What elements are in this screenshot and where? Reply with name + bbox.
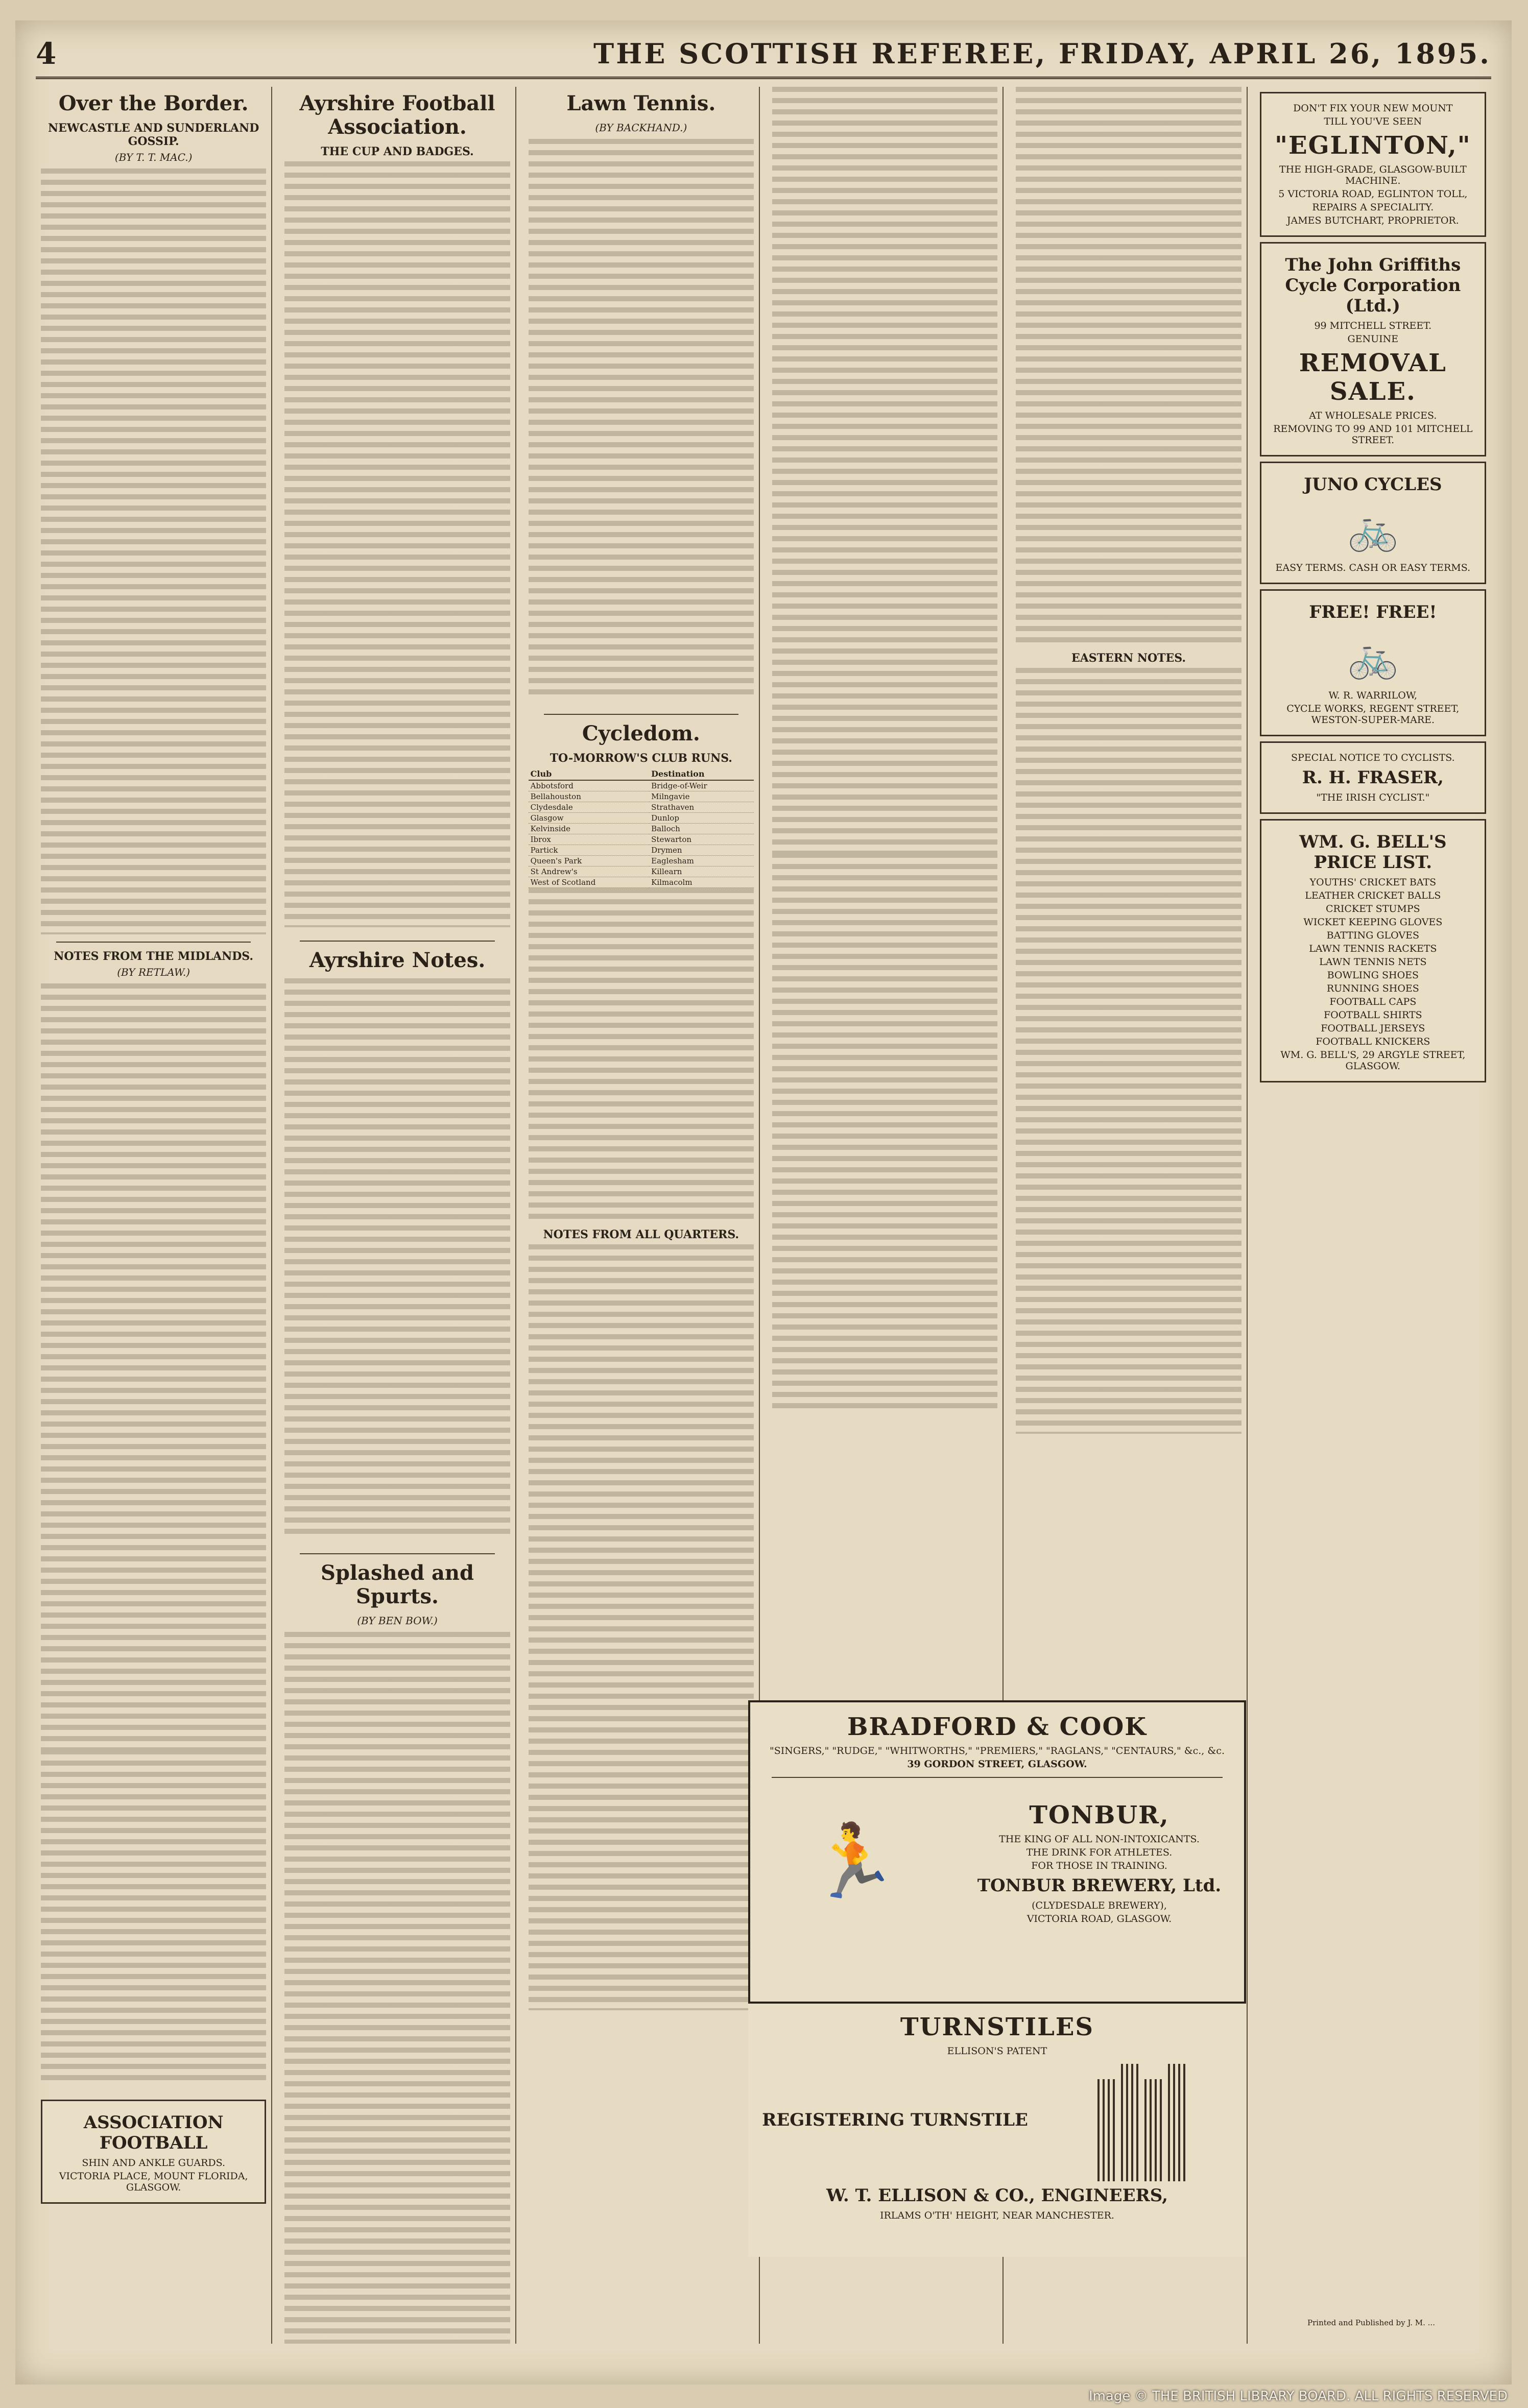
- article-body: [529, 139, 754, 701]
- ad-turnstiles: [748, 2002, 1246, 2257]
- article-subhead: EASTERN NOTES.: [1071, 652, 1186, 665]
- ad-title: ASSOCIATION FOOTBALL: [83, 2112, 224, 2153]
- article-headline: Ayrshire Football Association.: [299, 91, 495, 139]
- club-runs-table: [529, 768, 754, 888]
- ad-address: VICTORIA PLACE, MOUNT FLORIDA, GLASGOW.: [59, 2171, 248, 2193]
- table-cell: Eaglesham: [649, 856, 754, 866]
- table-cell: Ibrox: [529, 834, 650, 845]
- ad-title: FREE! FREE!: [1309, 602, 1437, 622]
- ad-title: TONBUR,: [1029, 1801, 1169, 1829]
- article-body: [772, 87, 997, 853]
- divider: [300, 1553, 494, 1554]
- table-cell: Milngavie: [649, 791, 754, 802]
- masthead: [36, 31, 1491, 79]
- athletes-illustration-icon: 🏃: [808, 1820, 898, 1903]
- divider: [56, 942, 251, 943]
- ad-title: "EGLINTON,": [1274, 131, 1471, 160]
- ad-name: R. H. FRASER,: [1302, 767, 1444, 788]
- article-subhead: TO-MORROW'S CLUB RUNS.: [550, 752, 732, 765]
- table-cell: Bridge-of-Weir: [649, 780, 754, 791]
- turnstile-illustration-icon: [1045, 2059, 1239, 2181]
- article-subhead: NOTES FROM ALL QUARTERS.: [543, 1228, 739, 1241]
- ad-title: BRADFORD & COOK: [847, 1713, 1148, 1741]
- table-cell: Abbotsford: [529, 780, 650, 791]
- ad-griffiths: [1260, 242, 1486, 456]
- divider: [544, 714, 738, 715]
- ad-name: W. T. ELLISON & CO., ENGINEERS,: [826, 2185, 1168, 2206]
- article-cycledom: [529, 722, 754, 2010]
- table-row: [529, 813, 754, 824]
- article-headline: Lawn Tennis.: [566, 91, 716, 115]
- table-cell: Clydesdale: [529, 802, 650, 813]
- table-row: [529, 856, 754, 866]
- ad-eglinton: [1260, 92, 1486, 237]
- image-credit: Image © THE BRITISH LIBRARY BOARD. ALL RIGHTS RESERVED: [1088, 2389, 1508, 2404]
- article-headline: Splashed and Spurts.: [321, 1561, 474, 1608]
- ad-title: JUNO CYCLES: [1304, 474, 1442, 495]
- column-6: [1255, 87, 1491, 2344]
- table-row: [529, 824, 754, 834]
- ad-sub: EASY TERMS. CASH OR EASY TERMS.: [1275, 562, 1471, 573]
- ad-name: W. R. WARRILOW,: [1328, 690, 1418, 701]
- table-cell: Kelvinside: [529, 824, 650, 834]
- table-cell: Stewarton: [649, 834, 754, 845]
- ad-address: 39 GORDON STREET, GLASGOW.: [907, 1759, 1087, 1770]
- article-over-the-border: [41, 92, 266, 2086]
- article-headline: Cycledom.: [582, 721, 700, 745]
- ad-bell-price-list: [1260, 819, 1486, 1082]
- list-item: RUNNING SHOES: [1326, 983, 1419, 994]
- bicycle-icon: 🚲: [1347, 505, 1399, 553]
- article-body: [284, 978, 510, 1540]
- table-cell: Kilmacolm: [649, 877, 754, 888]
- article-byline: (BY RETLAW.): [117, 966, 190, 978]
- article-body: [1016, 87, 1241, 648]
- ad-line: DON'T FIX YOUR NEW MOUNT: [1293, 103, 1453, 114]
- table-row: [529, 780, 754, 791]
- table-cell: Killearn: [649, 866, 754, 877]
- list-item: WICKET KEEPING GLOVES: [1303, 917, 1443, 928]
- list-item: LAWN TENNIS RACKETS: [1309, 943, 1437, 954]
- table-cell: Partick: [529, 845, 650, 856]
- column-1: [36, 87, 272, 2344]
- ad-address: CYCLE WORKS, REGENT STREET, WESTON-SUPER-MARE.: [1286, 703, 1460, 726]
- table-cell: Dunlop: [649, 813, 754, 824]
- divider: [300, 941, 494, 942]
- ad-sub: ELLISON'S PATENT: [947, 2045, 1047, 2057]
- article-byline: (BY T. T. MAC.): [114, 151, 193, 163]
- table-row: [529, 866, 754, 877]
- list-item: BOWLING SHOES: [1327, 970, 1419, 981]
- article-headline: Over the Border.: [58, 91, 249, 115]
- article-body: [1016, 668, 1241, 1434]
- ad-warrilow: [1260, 589, 1486, 736]
- article-body: [284, 1632, 510, 2344]
- ad-title: TURNSTILES: [900, 2013, 1094, 2041]
- article-body: [529, 888, 754, 1225]
- ad-sub: FOR THOSE IN TRAINING.: [1031, 1860, 1167, 1871]
- table-row: [529, 845, 754, 856]
- ad-line: "THE IRISH CYCLIST.": [1316, 792, 1430, 803]
- article-byline: (BY BACKHAND.): [595, 122, 687, 134]
- ad-address: 5 VICTORIA ROAD, EGLINTON TOLL,: [1278, 188, 1468, 200]
- article-ayrshire-fa: [284, 92, 510, 927]
- table-cell: Strathaven: [649, 802, 754, 813]
- table-row: [529, 791, 754, 802]
- ad-sub: (CLYDESDALE BREWERY),: [1032, 1900, 1167, 1911]
- ad-line: REPAIRS A SPECIALITY.: [1312, 202, 1434, 213]
- article-subhead: NOTES FROM THE MIDLANDS.: [54, 950, 254, 963]
- ad-footer: WM. G. BELL'S, 29 ARGYLE STREET, GLASGOW.: [1280, 1049, 1466, 1072]
- article-body: [41, 983, 266, 1749]
- table-row: [529, 834, 754, 845]
- table-cell: Drymen: [649, 845, 754, 856]
- ad-sub: "SINGERS," "RUDGE," "WHITWORTHS," "PREMIERS," "RAGLANS," "CENTAURS," &c., &c.: [770, 1745, 1225, 1756]
- article-body: [41, 1749, 266, 2086]
- article-body: [529, 1244, 754, 2010]
- list-item: FOOTBALL JERSEYS: [1321, 1023, 1425, 1034]
- table-cell: Glasgow: [529, 813, 650, 824]
- article-ayrshire-notes: [284, 949, 510, 1540]
- list-item: CRICKET STUMPS: [1326, 903, 1420, 914]
- table-cell: Queen's Park: [529, 856, 650, 866]
- ad-sub: THE HIGH-GRADE, GLASGOW-BUILT MACHINE.: [1279, 164, 1467, 186]
- ad-title: SPECIAL NOTICE TO CYCLISTS.: [1291, 752, 1455, 763]
- article-headline: Ayrshire Notes.: [309, 948, 486, 972]
- list-item: LEATHER CRICKET BALLS: [1305, 890, 1441, 901]
- table-cell: Bellahouston: [529, 791, 650, 802]
- column-2: [279, 87, 516, 2344]
- ad-title: WM. G. BELL'S PRICE LIST.: [1299, 832, 1447, 873]
- ad-line: REMOVING TO 99 AND 101 MITCHELL STREET.: [1273, 423, 1473, 446]
- ad-sub: SHIN AND ANKLE GUARDS.: [82, 2157, 225, 2169]
- article-subhead: THE CUP AND BADGES.: [321, 145, 474, 158]
- newspaper-page: [15, 20, 1512, 2385]
- ad-line: TILL YOU'VE SEEN: [1324, 116, 1422, 127]
- ad-name: TONBUR BREWERY, Ltd.: [977, 1875, 1222, 1896]
- ad-sub: THE DRINK FOR ATHLETES.: [1026, 1847, 1173, 1858]
- ad-address: IRLAMS O'TH' HEIGHT, NEAR MANCHESTER.: [880, 2210, 1114, 2221]
- ad-juno: [1260, 462, 1486, 584]
- list-item: YOUTHS' CRICKET BATS: [1309, 877, 1437, 888]
- ad-address: VICTORIA ROAD, GLASGOW.: [1026, 1913, 1172, 1924]
- column-3: [523, 87, 760, 2344]
- article-lawn-tennis: [529, 92, 754, 701]
- article-splashes: [284, 1561, 510, 2344]
- divider: [772, 1777, 1223, 1778]
- list-item: BATTING GLOVES: [1326, 930, 1419, 941]
- list-item: FOOTBALL KNICKERS: [1316, 1036, 1430, 1047]
- ad-name: JAMES BUTCHART, PROPRIETOR.: [1286, 215, 1459, 226]
- ad-fraser: [1260, 741, 1486, 814]
- ad-sub: AT WHOLESALE PRICES.: [1309, 410, 1437, 421]
- list-item: FOOTBALL CAPS: [1329, 996, 1417, 1007]
- article-body: [284, 161, 510, 927]
- article-body: [41, 168, 266, 934]
- list-item: FOOTBALL SHIRTS: [1323, 1009, 1422, 1021]
- article-body: [772, 853, 997, 1414]
- article-subhead: NEWCASTLE AND SUNDERLAND GOSSIP.: [48, 122, 259, 148]
- bicycle-icon: 🚲: [1347, 633, 1399, 681]
- table-row: [529, 802, 754, 813]
- ad-line: GENUINE: [1347, 333, 1399, 345]
- table-header: Destination: [649, 768, 754, 780]
- ad-title: The John Griffiths Cycle Corporation (Ltd.): [1285, 255, 1461, 316]
- table-row: [529, 877, 754, 888]
- imprint: Printed and Published by J. M. ...: [1307, 2318, 1435, 2327]
- table-cell: St Andrew's: [529, 866, 650, 877]
- ad-sub: THE KING OF ALL NON-INTOXICANTS.: [999, 1834, 1200, 1845]
- ad-address: 99 MITCHELL STREET.: [1314, 320, 1432, 331]
- ad-association-football: [41, 2100, 266, 2204]
- masthead-title: THE SCOTTISH REFEREE, FRIDAY, APRIL 26, 1895.: [593, 37, 1491, 70]
- ad-sub: REGISTERING TURNSTILE: [762, 2110, 1028, 2130]
- page-number: 4: [36, 36, 57, 71]
- list-item: LAWN TENNIS NETS: [1319, 956, 1427, 968]
- ad-big-text: REMOVAL SALE.: [1299, 349, 1447, 406]
- table-cell: Balloch: [649, 824, 754, 834]
- table-header: Club: [529, 768, 650, 780]
- article-byline: (BY BEN BOW.): [357, 1615, 438, 1627]
- table-cell: West of Scotland: [529, 877, 650, 888]
